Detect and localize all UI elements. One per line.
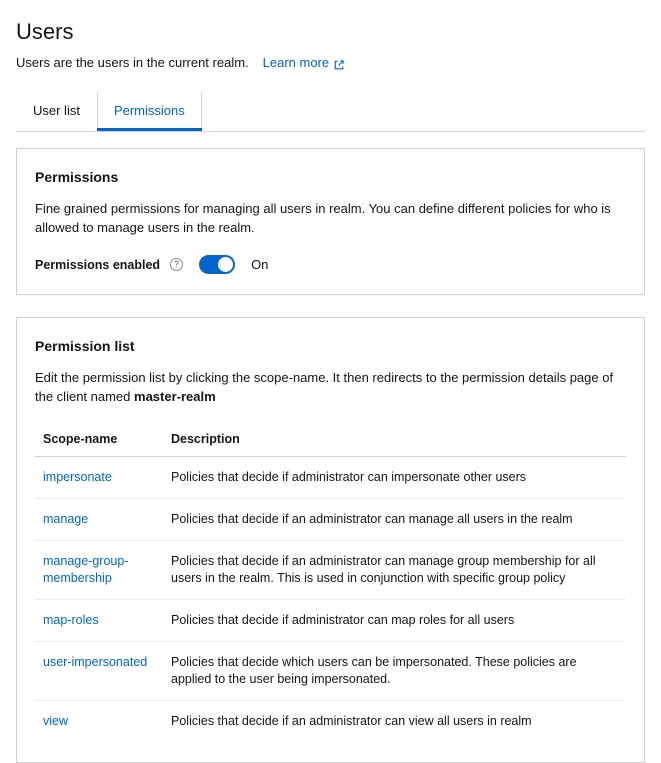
scope-cell [35, 701, 163, 743]
permissions-enabled-label: Permissions enabled [35, 257, 161, 272]
table-header-row [35, 424, 626, 457]
permission-table-body [35, 457, 626, 743]
permission-list-description-text: Edit the permission list by clicking the scope-name. It then redirects to the permission details page of the client named [35, 370, 614, 404]
scope-cell [35, 499, 163, 541]
scope-link-manage-group-membership[interactable]: manage-group-membership [43, 554, 129, 585]
scope-cell [35, 600, 163, 642]
permission-list-description [35, 368, 626, 406]
scope-link-manage[interactable]: manage [43, 512, 89, 526]
table-row [35, 457, 626, 499]
table-row [35, 600, 626, 642]
scope-link-impersonate[interactable]: impersonate [43, 470, 112, 484]
permissions-enabled-state: On [251, 257, 269, 272]
external-link-icon [333, 58, 345, 70]
column-header-scope-name: Scope-name [35, 424, 163, 457]
page-title: Users [16, 19, 74, 44]
scope-link-map-roles[interactable]: map-roles [43, 613, 99, 627]
permissions-enabled-toggle[interactable] [199, 255, 235, 274]
column-header-description: Description [163, 424, 626, 457]
scope-link-user-impersonated[interactable]: user-impersonated [43, 655, 148, 669]
learn-more-link[interactable] [263, 54, 345, 72]
table-row [35, 642, 626, 701]
page-content [0, 132, 661, 763]
table-row [35, 701, 626, 743]
description-cell: Policies that decide if administrator can impersonate other users [163, 457, 626, 499]
table-row [35, 499, 626, 541]
permissions-enabled-row [35, 255, 626, 274]
description-cell: Policies that decide if an administrator can view all users in realm [171, 714, 532, 728]
toggle-knob [218, 257, 233, 272]
description-cell: Policies that decide which users can be impersonated. These policies are applied to the user being impersonated. [163, 642, 626, 701]
permissions-card [16, 148, 645, 295]
help-circle-icon[interactable]: ? [170, 258, 183, 271]
permissions-card-title: Permissions [35, 169, 119, 185]
tab-bar [16, 92, 645, 132]
client-name: master-realm [134, 389, 216, 404]
description-cell: Policies that decide if administrator can map roles for all users [163, 600, 626, 642]
tab-user-list[interactable]: User list [16, 92, 97, 131]
scope-link-view[interactable]: view [43, 714, 69, 728]
description-cell: Policies that decide if an administrator can manage group membership for all users in the realm. This is used in conjunction with specific group policy [163, 541, 626, 600]
permission-list-card [16, 317, 645, 763]
permission-table [35, 424, 626, 742]
permission-table-head [35, 424, 626, 457]
scope-cell [35, 541, 163, 600]
learn-more-label: Learn more [262, 55, 330, 70]
page-subtitle-row [16, 54, 645, 72]
permission-list-title: Permission list [35, 338, 135, 354]
page-header [0, 0, 661, 132]
permissions-card-description: Fine grained permissions for managing all users in realm. You can define different policies for who is allowed to manage users in the realm. [35, 201, 611, 235]
table-row [35, 541, 626, 600]
scope-cell [35, 642, 163, 701]
description-cell: Policies that decide if an administrator can manage all users in the realm [163, 499, 626, 541]
tab-permissions[interactable]: Permissions [97, 92, 202, 131]
page-subtitle: Users are the users in the current realm. [16, 55, 249, 70]
scope-cell [35, 457, 163, 499]
